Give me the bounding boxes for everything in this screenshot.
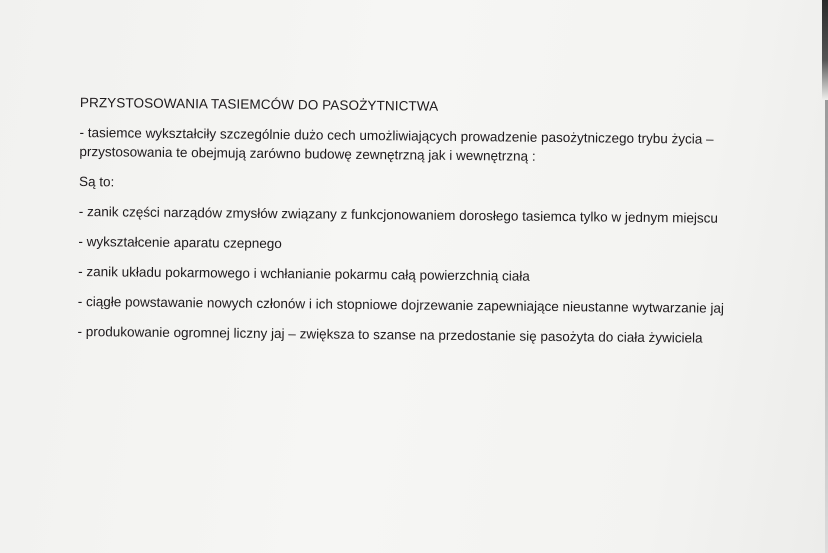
page-edge-shadow <box>822 0 828 100</box>
document-title: PRZYSTOSOWANIA TASIEMCÓW DO PASOŻYTNICTWA <box>79 94 439 114</box>
document-body <box>77 94 780 359</box>
list-label: Są to: <box>79 173 115 190</box>
list-item: - wykształcenie aparatu czepnego <box>78 233 282 252</box>
list-item: - ciągłe powstawanie nowych członów i ich stopniowe dojrzewanie zapewniające nieustanne wytwarzanie jaj <box>77 293 724 316</box>
list-item: - zanik części narządów zmysłów związany z funkcjonowaniem dorosłego tasiemca tylko w jednym miejscu <box>78 203 719 226</box>
intro-paragraph: - tasiemce wykształciły szczególnie dużo cech umożliwiających prowadzenie pasożytniczego trybu życia – przystosowania te obejmują zarówno budowę zewnętrzną jak i wewnętrzną : <box>79 124 714 164</box>
list-item: - zanik układu pokarmowego i wchłanianie pokarmu całą powierzchnią ciała <box>78 263 530 284</box>
list-item: - produkowanie ogromnej liczny jaj – zwiększa to szanse na przedostanie się pasożyta do ciała żywiciela <box>77 323 703 346</box>
